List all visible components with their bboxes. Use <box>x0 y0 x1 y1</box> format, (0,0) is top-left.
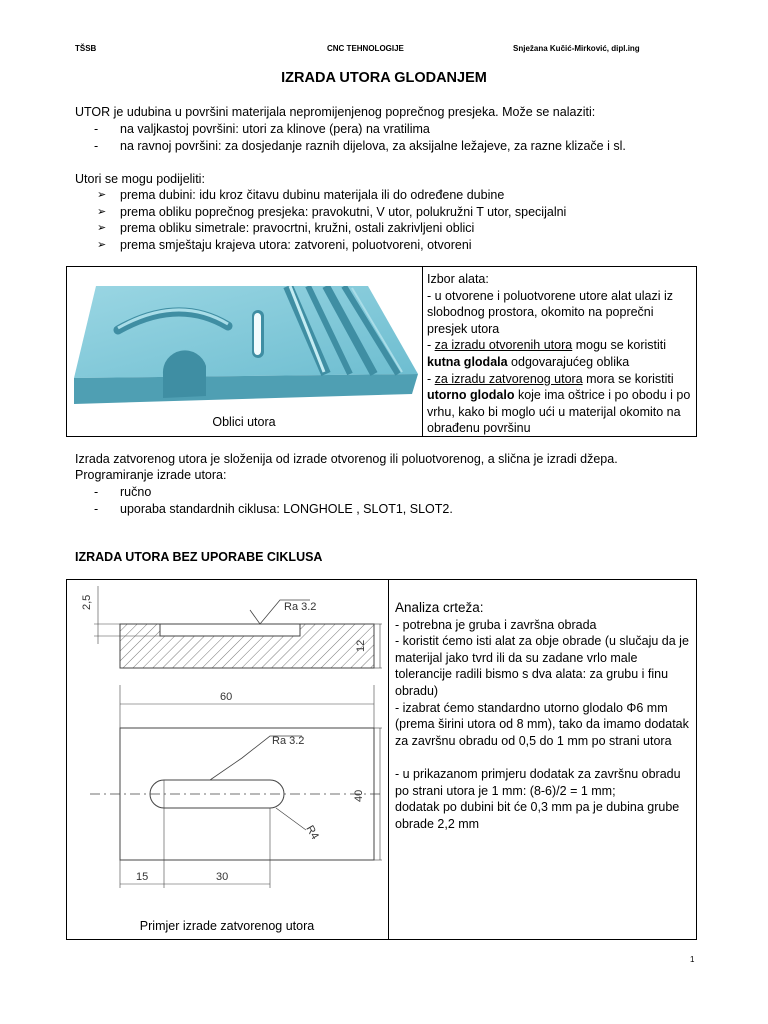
arrow-bullet-icon: ➢ <box>97 238 107 251</box>
closed-line-2: Programiranje izrade utora: <box>75 468 227 482</box>
dim-left: 15 <box>136 871 149 883</box>
division-line: Utori se mogu podijeliti: <box>75 172 205 186</box>
division-item: prema obliku poprečnog presjeka: pravokutni, V utor, polukružni T utor, specijalni <box>120 204 567 219</box>
tool-heading: Izbor alata: <box>427 272 489 286</box>
section-heading: IZRADA UTORA BEZ UPORABE CIKLUSA <box>75 550 323 564</box>
slot-shapes-image <box>68 286 420 408</box>
dim-slot: 30 <box>216 871 229 883</box>
header-school: TŠSB <box>75 44 97 53</box>
ra-mid: Ra 3.2 <box>272 735 305 747</box>
intro-list: - na valjkastoj površini: utori za klinove (pera) na vratilima - na ravnoj površini: za dosjedanje raznih dijelova, za aksijalne ležajeve, za razne klizače i sl. <box>94 122 626 153</box>
analysis-para: - izabrat ćemo standardno utorno glodalo Φ6 mm (prema širini utora od 8 mm), tako da imamo dodatak za završnu obradu od 0,5 do 1 mm po strani utora <box>395 700 689 748</box>
ra-top: Ra 3.2 <box>284 601 317 613</box>
page-title: IZRADA UTORA GLODANJEM <box>281 70 487 86</box>
closed-item: ručno <box>120 485 152 499</box>
division-item: prema obliku simetrale: pravocrtni, kružni, ostali zakrivljeni oblici <box>120 221 475 236</box>
analysis-text <box>395 600 693 832</box>
analysis-spacer <box>395 749 693 766</box>
intro-item: na ravnoj površini: za dosjedanje raznih dijelova, za aksijalne ležajeve, za razne klizače i sl. <box>120 138 626 153</box>
tool-para-2: - za izradu otvorenih utora mogu se koristiti kutna glodala odgovarajućeg oblika <box>427 338 667 369</box>
analysis-para: dodatak po dubini bit će 0,3 mm pa je dubina grube obrade 2,2 mm <box>395 800 680 831</box>
closed-item: uporaba standardnih ciklusa: LONGHOLE , SLOT1, SLOT2. <box>120 501 453 516</box>
analysis-para: - koristit ćemo isti alat za obje obrade (u slučaju da je materijal jako tvrd ili da su zadane vrlo male tolerancije radili bismo s dva alata: za grubu i finu obradu) <box>395 634 689 698</box>
table1-caption: Oblici utora <box>212 415 276 429</box>
closed-list: - ručno - uporaba standardnih ciklusa: LONGHOLE , SLOT1, SLOT2. <box>94 485 453 516</box>
arrow-bullet-icon: ➢ <box>97 222 107 235</box>
analysis-heading: Analiza crteža: <box>395 600 484 615</box>
header-author: Snježana Kučić-Mirković, dipl.ing <box>513 44 640 53</box>
tool-para-3: - za izradu zatvorenog utora mora se koristiti utorno glodalo koje ima oštrice i po obodu i po vrhu, kako bi moglo ući u materijal okomito na obrađenu površinu <box>427 371 691 436</box>
dim-thick: 12 <box>355 639 367 652</box>
division-item: prema dubini: idu kroz čitavu dubinu materijala ili do određene dubine <box>120 188 505 202</box>
technical-drawing <box>70 582 386 912</box>
division-list <box>75 187 715 253</box>
analysis-para: - u prikazanom primjeru dodatak za završnu obradu po strani utora je 1 mm: (8-6)/2 = 1 mm; <box>395 766 681 798</box>
dim-width: 60 <box>220 691 233 703</box>
tool-selection-text <box>427 271 693 437</box>
tool-para-1: - u otvorene i poluotvorene utore alat ulazi iz slobodnog prostora, okomito na poprečni presjek utora <box>427 288 673 336</box>
dim-height: 40 <box>353 789 365 802</box>
arrow-bullet-icon: ➢ <box>97 189 107 201</box>
intro-line: UTOR je udubina u površini materijala nepromijenjenog poprečnog presjeka. Može se nalaziti: <box>75 105 596 119</box>
dim-depth: 2,5 <box>81 594 93 610</box>
arrow-bullet-icon: ➢ <box>97 205 107 218</box>
radius-label: R4 <box>303 823 321 842</box>
intro-item: na valjkastoj površini: utori za klinove (pera) na vratilima <box>120 122 430 136</box>
table2-caption: Primjer izrade zatvorenog utora <box>139 919 315 933</box>
analysis-para: - potrebna je gruba i završna obrada <box>395 617 597 632</box>
header-subject: CNC TEHNOLOGIJE <box>327 44 404 53</box>
page-number: 1 <box>690 955 695 964</box>
division-item: prema smještaju krajeva utora: zatvoreni, poluotvoreni, otvoreni <box>120 237 472 252</box>
closed-line-1: Izrada zatvorenog utora je složenija od izrade otvorenog ili poluotvorenog, a slična je izradi džepa. <box>75 452 618 466</box>
